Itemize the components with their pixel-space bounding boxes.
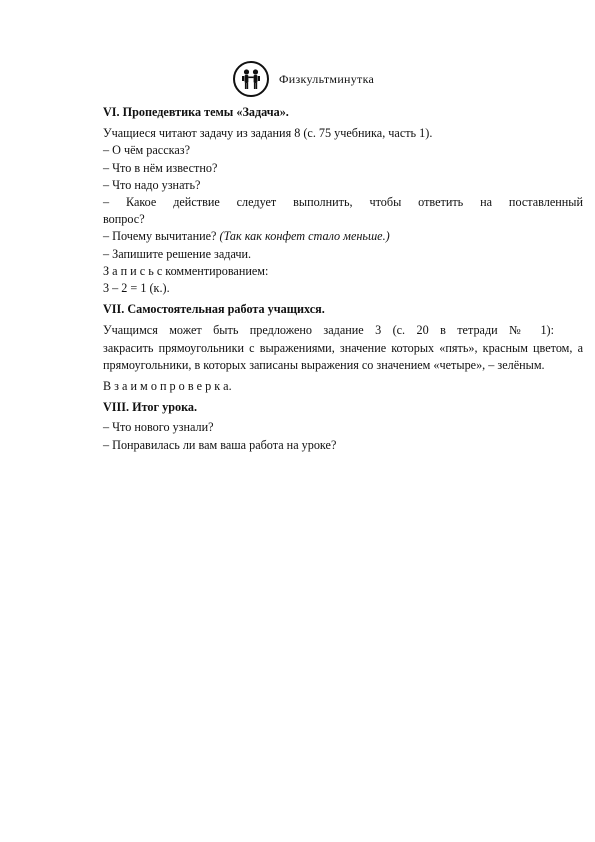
summary-question-2: – Понравилась ли вам ваша работа на уроке? (103, 437, 337, 452)
section-7-heading: VII. Самостоятельная работа учащихся. (103, 302, 325, 317)
question-5 (103, 228, 583, 245)
section-7-task-line-1: Учащимся может быть предложено задание 3 (с. 20 в тетради № 1): (103, 323, 554, 338)
record-line (103, 263, 583, 280)
question-2: – Что в нём известно? (103, 160, 218, 175)
section-6-intro: Учащиеся читают задачу из задания 8 (с. 75 учебника, часть 1). (103, 126, 433, 141)
two-figures-circle-icon (233, 61, 269, 97)
section-6-heading: VI. Пропедевтика темы «Задача». (103, 105, 289, 119)
mutual-check: В з а и м о п р о в е р к а. (103, 379, 232, 394)
question-4-line-2: вопрос? (103, 212, 145, 227)
question-3: – Что надо узнать? (103, 177, 201, 192)
question-4-line-1: – Какое действие следует выполнить, чтобы ответить на поставленный (103, 195, 583, 210)
record-rest: с комментированием: (153, 263, 269, 278)
section-8-heading: VIII. Итог урока. (103, 400, 198, 415)
solution: 3 – 2 = 1 (к.). (103, 281, 170, 296)
question-5-answer: (Так как конфет стало меньше.) (219, 229, 390, 244)
banner (229, 58, 419, 100)
section-7-task-rest: закрасить прямоугольники с выражениями, значение которых «пять», красным цветом, а прямоугольники, в которых записаны выражения со значением «четыре», – зелёным. (103, 340, 583, 372)
record-label: З а п и с ь (103, 263, 154, 278)
question-6: – Запишите решение задачи. (103, 246, 252, 261)
question-5-text: – Почему вычитание? (103, 229, 220, 244)
question-1: – О чём рассказ? (103, 143, 190, 158)
banner-title: Физкультминутка (279, 71, 375, 86)
summary-question-1: – Что нового узнали? (103, 420, 214, 435)
lesson-text (103, 102, 583, 454)
